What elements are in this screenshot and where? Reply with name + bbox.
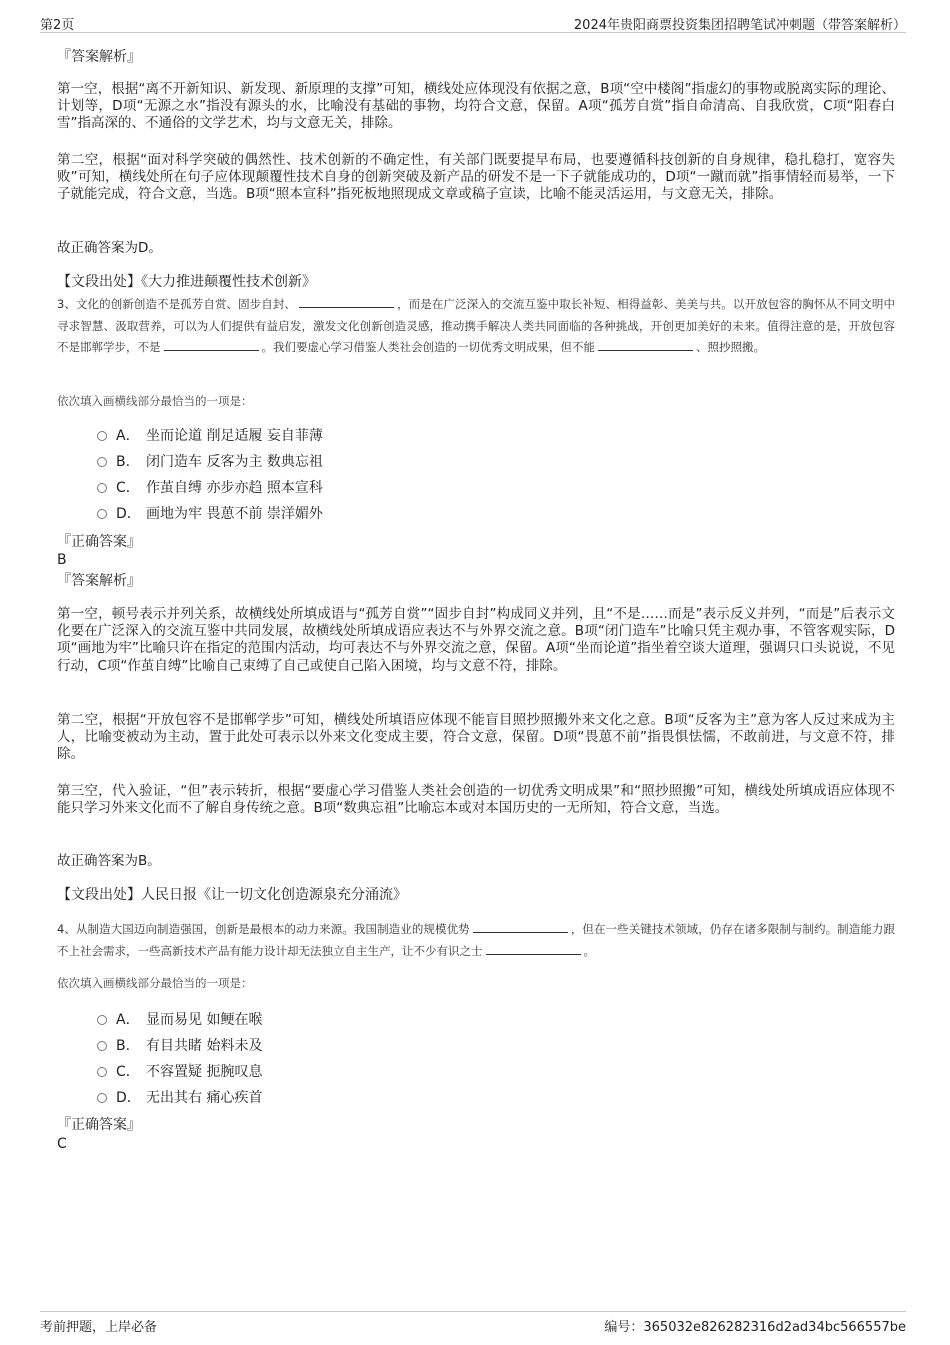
page-number: 第2页: [40, 18, 75, 33]
q3-stem-part3: 。我们要虚心学习借鉴人类社会创造的一切优秀文明成果，但不能: [261, 340, 595, 354]
q3-analysis-p1: 第一空，顿号表示并列关系，故横线处所填成语与“孤芳自赏”“固步自封”构成同义并列，且“不是……而是”表示反义并列，“而是”后表示文化要在广泛深入的交流互鉴中共同发展，故横线处所填成语应表达不与外界交流之意。B项“闭门造车”比喻只凭主观办事，不管客观实际，D项“画地为牢”比喻只许在指定的范围内活动，均可表达不与外界交流之意，保留。A项“坐而论道”指坐着空谈大道理，强调只口头说说，不见行动，C项“作茧自缚”比喻自己束缚了自己或使自己陷入困境，均与文意不符，排除。: [57, 606, 895, 674]
q3-option-a[interactable]: [97, 427, 323, 445]
q3-source: 【文段出处】人民日报《让一切文化创造源泉充分涌流》: [57, 887, 407, 903]
option-key: A．: [116, 428, 140, 444]
q3-correct-answer: B: [57, 552, 67, 568]
option-text: 有目共睹 始料未及: [146, 1038, 263, 1054]
q3-option-d[interactable]: [97, 505, 323, 523]
option-key: C．: [116, 480, 140, 496]
q3-prompt: 依次填入画横线部分最恰当的一项是：: [57, 394, 253, 408]
q3-blank-3: [598, 339, 693, 351]
q2-conclusion: 故正确答案为D。: [57, 240, 162, 256]
radio-icon[interactable]: [97, 1015, 107, 1025]
q4-option-d[interactable]: [97, 1089, 262, 1107]
option-text: 画地为牢 畏葸不前 崇洋媚外: [146, 506, 323, 522]
q3-stem: [57, 294, 895, 359]
option-key: D．: [116, 506, 141, 522]
option-key: D．: [116, 1090, 141, 1106]
q3-conclusion: 故正确答案为B。: [57, 853, 161, 869]
q4-prompt: 依次填入画横线部分最恰当的一项是：: [57, 976, 253, 990]
q4-option-c[interactable]: [97, 1063, 262, 1081]
page-footer: [40, 1311, 906, 1336]
radio-icon[interactable]: [97, 431, 107, 441]
radio-icon[interactable]: [97, 1093, 107, 1103]
q3-stem-part2: ，而是在广泛深入的交流互鉴中取长补短、相得益彰、美美与共。以开放包容的胸怀从不同文明中寻求智慧、汲取营养，可以为人们提供有益启发，激发文化创新创造灵感，推动携手解决人类共同面临的各种挑战，开创更加美好的未来。值得注意的是，开放包容不是邯郸学步，不是: [57, 297, 895, 354]
radio-icon[interactable]: [97, 1041, 107, 1051]
document-code: 编号：365032e826282316d2ad34bc566557be: [604, 1320, 906, 1335]
q3-stem-part4: 、照抄照搬。: [696, 340, 765, 354]
correct-answer-label-q4: 『正确答案』: [57, 1117, 141, 1133]
q3-blank-2: [164, 339, 259, 351]
q4-stem-part2: ，但在一些关键技术领域，仍存在诸多限制与制约。制造能力跟不上社会需求，一些高新技术产品有能力设计却无法独立自主生产，让不少有识之士: [57, 922, 896, 958]
option-key: B．: [116, 454, 140, 470]
option-text: 闭门造车 反客为主 数典忘祖: [146, 454, 323, 470]
q3-blank-1: [299, 296, 394, 308]
radio-icon[interactable]: [97, 457, 107, 467]
option-key: C．: [116, 1064, 140, 1080]
option-text: 作茧自缚 亦步亦趋 照本宣科: [146, 480, 323, 496]
option-key: B．: [116, 1038, 140, 1054]
q4-option-a[interactable]: [97, 1011, 262, 1029]
q4-correct-answer: C: [57, 1136, 67, 1152]
q4-blank-1: [473, 921, 568, 933]
radio-icon[interactable]: [97, 483, 107, 493]
q4-stem-part1: 4、从制造大国迈向制造强国，创新是最根本的动力来源。我国制造业的规模优势: [57, 922, 470, 936]
q4-option-b[interactable]: [97, 1037, 262, 1055]
document-title: 2024年贵阳商票投资集团招聘笔试冲刺题（带答案解析）: [573, 18, 906, 33]
q2-analysis-p1: 第一空，根据“离不开新知识、新发现、新原理的支撑”可知，横线处应体现没有依据之意，B项“空中楼阁”指虚幻的事物或脱离实际的理论、计划等，D项“无源之水”指没有源头的水，比喻没有基础的事物，均符合文意，保留。A项“孤芳自赏”指自命清高、自我欣赏，C项“阳春白雪”指高深的、不通俗的文学艺术，均与文意无关，排除。: [57, 81, 895, 132]
q3-option-c[interactable]: [97, 479, 323, 497]
footer-slogan: 考前押题，上岸必备: [40, 1320, 158, 1335]
q4-stem-part3: 。: [583, 943, 595, 958]
q3-analysis-p2: 第二空，根据“开放包容不是邯郸学步”可知，横线处所填语应体现不能盲目照抄照搬外来文化之意。B项“反客为主”意为客人反过来成为主人，比喻变被动为主动，置于此处可表示以外来文化变成主要，符合文意，保留。D项“畏葸不前”指畏惧怯懦，不敢前进，与文意不符，排除。: [57, 712, 895, 763]
radio-icon[interactable]: [97, 509, 107, 519]
q3-option-b[interactable]: [97, 453, 323, 471]
option-text: 坐而论道 削足适履 妄自菲薄: [146, 428, 323, 444]
q4-blank-2: [486, 943, 581, 955]
radio-icon[interactable]: [97, 1067, 107, 1077]
correct-answer-label-q3: 『正确答案』: [57, 534, 141, 550]
page-header: [40, 10, 906, 33]
option-text: 无出其右 痛心疾首: [146, 1090, 263, 1106]
analysis-label-q3: 『答案解析』: [57, 573, 141, 589]
option-text: 不容置疑 扼腕叹息: [146, 1064, 263, 1080]
option-key: A．: [116, 1012, 140, 1028]
q3-stem-part1: 3、文化的创新创造不是孤芳自赏、固步自封、: [57, 297, 297, 311]
analysis-label-q2: 『答案解析』: [57, 49, 141, 65]
q2-source: 【文段出处】《大力推进颠覆性技术创新》: [57, 274, 316, 290]
q4-stem: [57, 919, 895, 962]
option-text: 显而易见 如鲠在喉: [146, 1012, 263, 1028]
q2-analysis-p2: 第二空，根据“面对科学突破的偶然性、技术创新的不确定性，有关部门既要提早布局，也要遵循科技创新的自身规律，稳扎稳打，宽容失败”可知，横线处所在句子应体现颠覆性技术自身的创新突破及新产品的研发不是一下子就能成功的，D项“一蹴而就”指事情轻而易举，一下子就能完成，符合文意，当选。B项“照本宣科”指死板地照现成文章或稿子宣读，比喻不能灵活运用，与文意无关，排除。: [57, 152, 895, 203]
q3-analysis-p3: 第三空，代入验证，“但”表示转折，根据“要虚心学习借鉴人类社会创造的一切优秀文明成果”和“照抄照搬”可知，横线处所填成语应体现不能只学习外来文化而不了解自身传统之意。B项“数典忘祖”比喻忘本或对本国历史的一无所知，符合文意，当选。: [57, 783, 895, 817]
